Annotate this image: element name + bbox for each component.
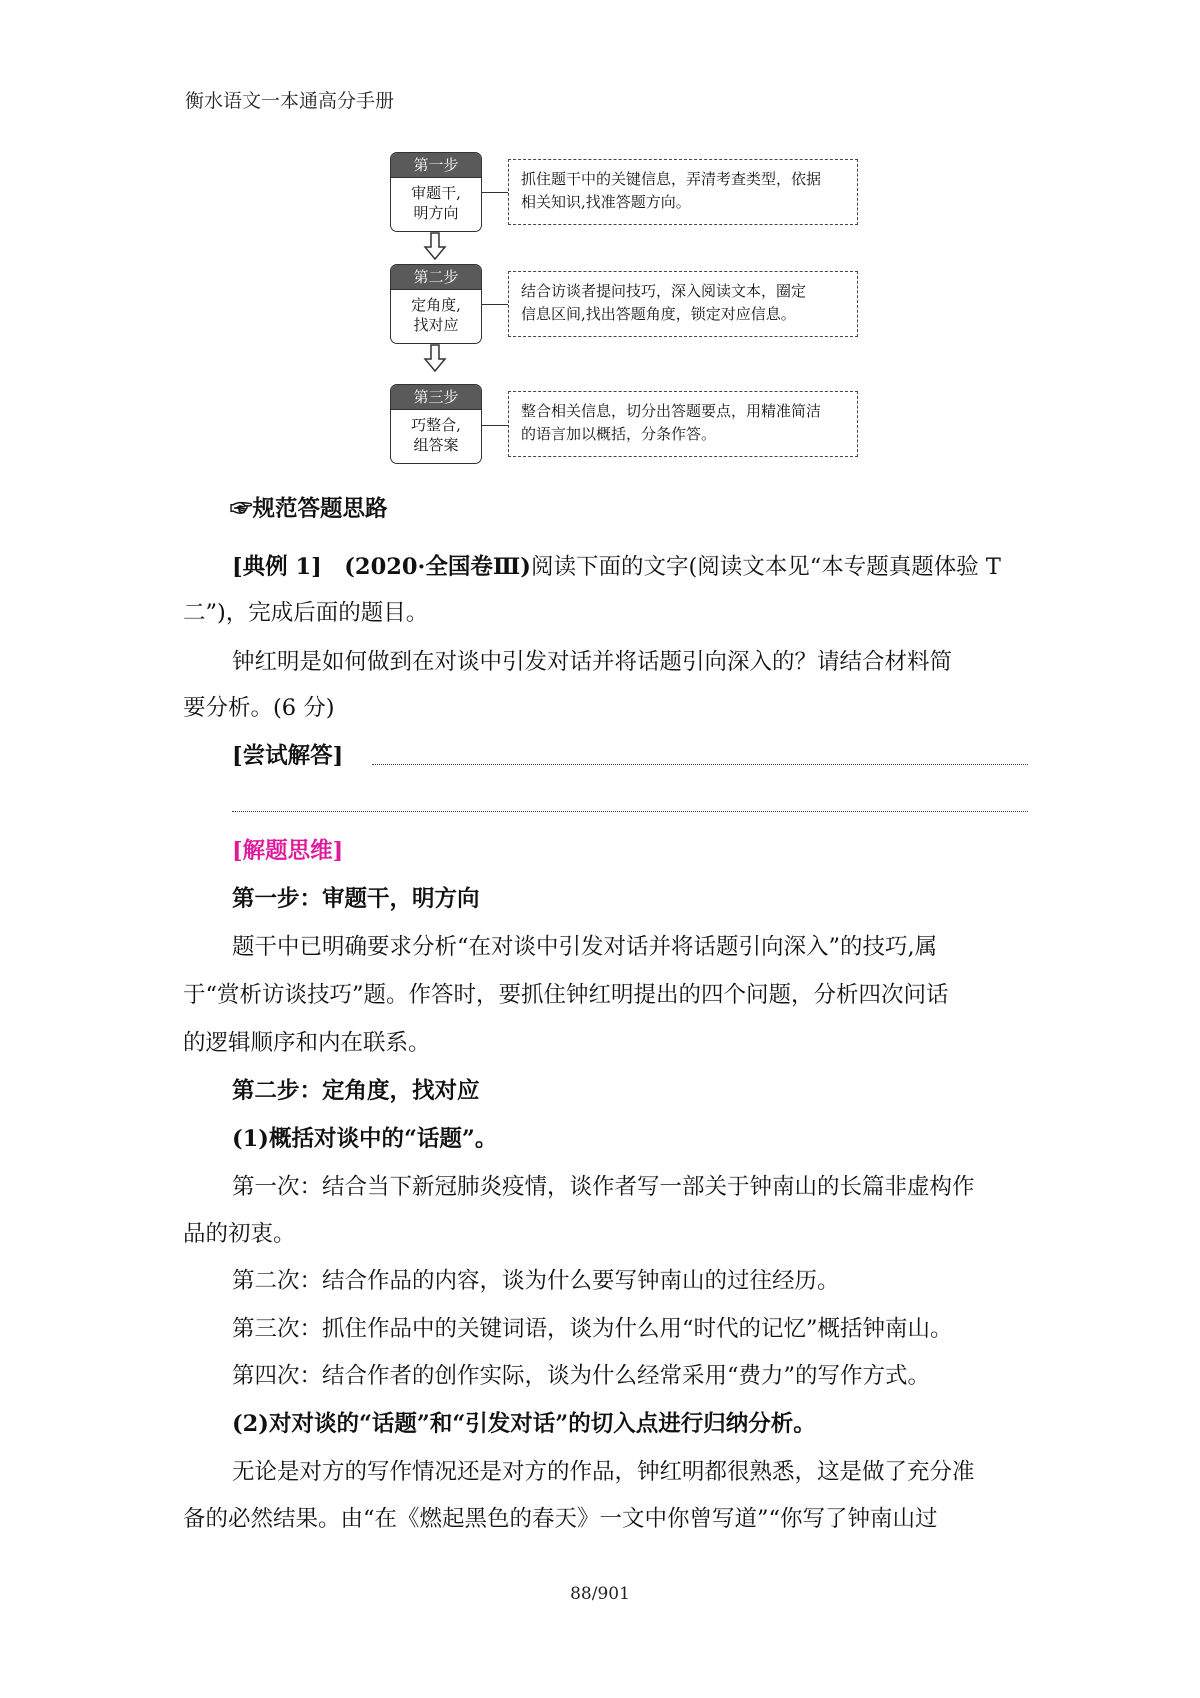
step-3-description: 整合相关信息，切分出答题要点，用精准简洁 的语言加以概括，分条作答。 (508, 391, 858, 457)
step-3-connector (482, 425, 508, 426)
answer-line-1[interactable] (372, 764, 1028, 765)
item-3: 第三次：抓住作品中的关键词语，谈为什么用“时代的记忆”概括钟南山。 (232, 1316, 953, 1342)
step-3-box (390, 384, 482, 464)
page-number: 88/901 (570, 1584, 630, 1604)
step-2-connector (482, 304, 508, 305)
example-line-1: [典例 1] (2020·全国卷Ⅲ)阅读下面的文字(阅读文本见“本专题真题体验 T (232, 554, 1001, 580)
example-line-2: 二”)，完成后面的题目。 (183, 600, 429, 626)
item-4: 第四次：结合作者的创作实际，谈为什么经常采用“费力”的写作方式。 (232, 1363, 931, 1389)
attempt-label: [尝试解答] (232, 743, 344, 769)
section-title: ☞规范答题思路 (230, 496, 388, 522)
step-1-label: 第一步 (391, 153, 481, 178)
page-header: 衡水语文一本通高分手册 (185, 90, 395, 112)
step-2-title: 定角度, 找对应 (411, 296, 461, 334)
step-3-title: 巧整合, 组答案 (411, 416, 461, 454)
item-1-line-1: 第一次：结合当下新冠肺炎疫情，谈作者写一部关于钟南山的长篇非虚构作 (232, 1174, 975, 1200)
step-1-heading: 第一步：审题干，明方向 (232, 886, 480, 912)
step-2-heading: 第二步：定角度，找对应 (232, 1078, 480, 1104)
step-1-box (390, 152, 482, 232)
step-2-description: 结合访谈者提问技巧，深入阅读文本，圈定 信息区间,找出答题角度，锁定对应信息。 (508, 271, 858, 337)
point-1-title: (1)概括对谈中的“话题”。 (232, 1126, 498, 1152)
step-1-text-line-1: 题干中已明确要求分析“在对谈中引发对话并将话题引向深入”的技巧,属 (232, 934, 938, 960)
step-1-text-line-2: 于“赏析访谈技巧”题。作答时，要抓住钟红明提出的四个问题，分析四次问话 (183, 982, 949, 1008)
question-line-1: 钟红明是如何做到在对谈中引发对话并将话题引向深入的？请结合材料简 (232, 649, 953, 675)
final-line-1: 无论是对方的写作情况还是对方的作品，钟红明都很熟悉，这是做了充分准 (232, 1459, 975, 1485)
item-1-line-2: 品的初衷。 (183, 1221, 296, 1247)
step-3-label: 第三步 (391, 385, 481, 410)
flow-chart (390, 152, 860, 477)
question-line-2: 要分析。(6 分) (183, 695, 335, 721)
down-arrow-icon (423, 344, 447, 372)
step-2-box (390, 264, 482, 344)
step-2-label: 第二步 (391, 265, 481, 290)
final-line-2: 备的必然结果。由“在《燃起黑色的春天》一文中你曾写道”“你写了钟南山过 (183, 1506, 938, 1532)
step-1-description: 抓住题干中的关键信息，弄清考查类型，依据 相关知识,找准答题方向。 (508, 159, 858, 225)
item-2: 第二次：结合作品的内容，谈为什么要写钟南山的过往经历。 (232, 1268, 840, 1294)
answer-line-2[interactable] (232, 811, 1028, 812)
step-1-text-line-3: 的逻辑顺序和内在联系。 (183, 1030, 431, 1056)
point-2-title: (2)对对谈的“话题”和“引发对话”的切入点进行归纳分析。 (232, 1411, 816, 1437)
solution-label: [解题思维] (232, 838, 344, 864)
step-1-title: 审题干, 明方向 (411, 184, 461, 222)
down-arrow-icon (423, 232, 447, 260)
step-1-connector (482, 192, 508, 193)
